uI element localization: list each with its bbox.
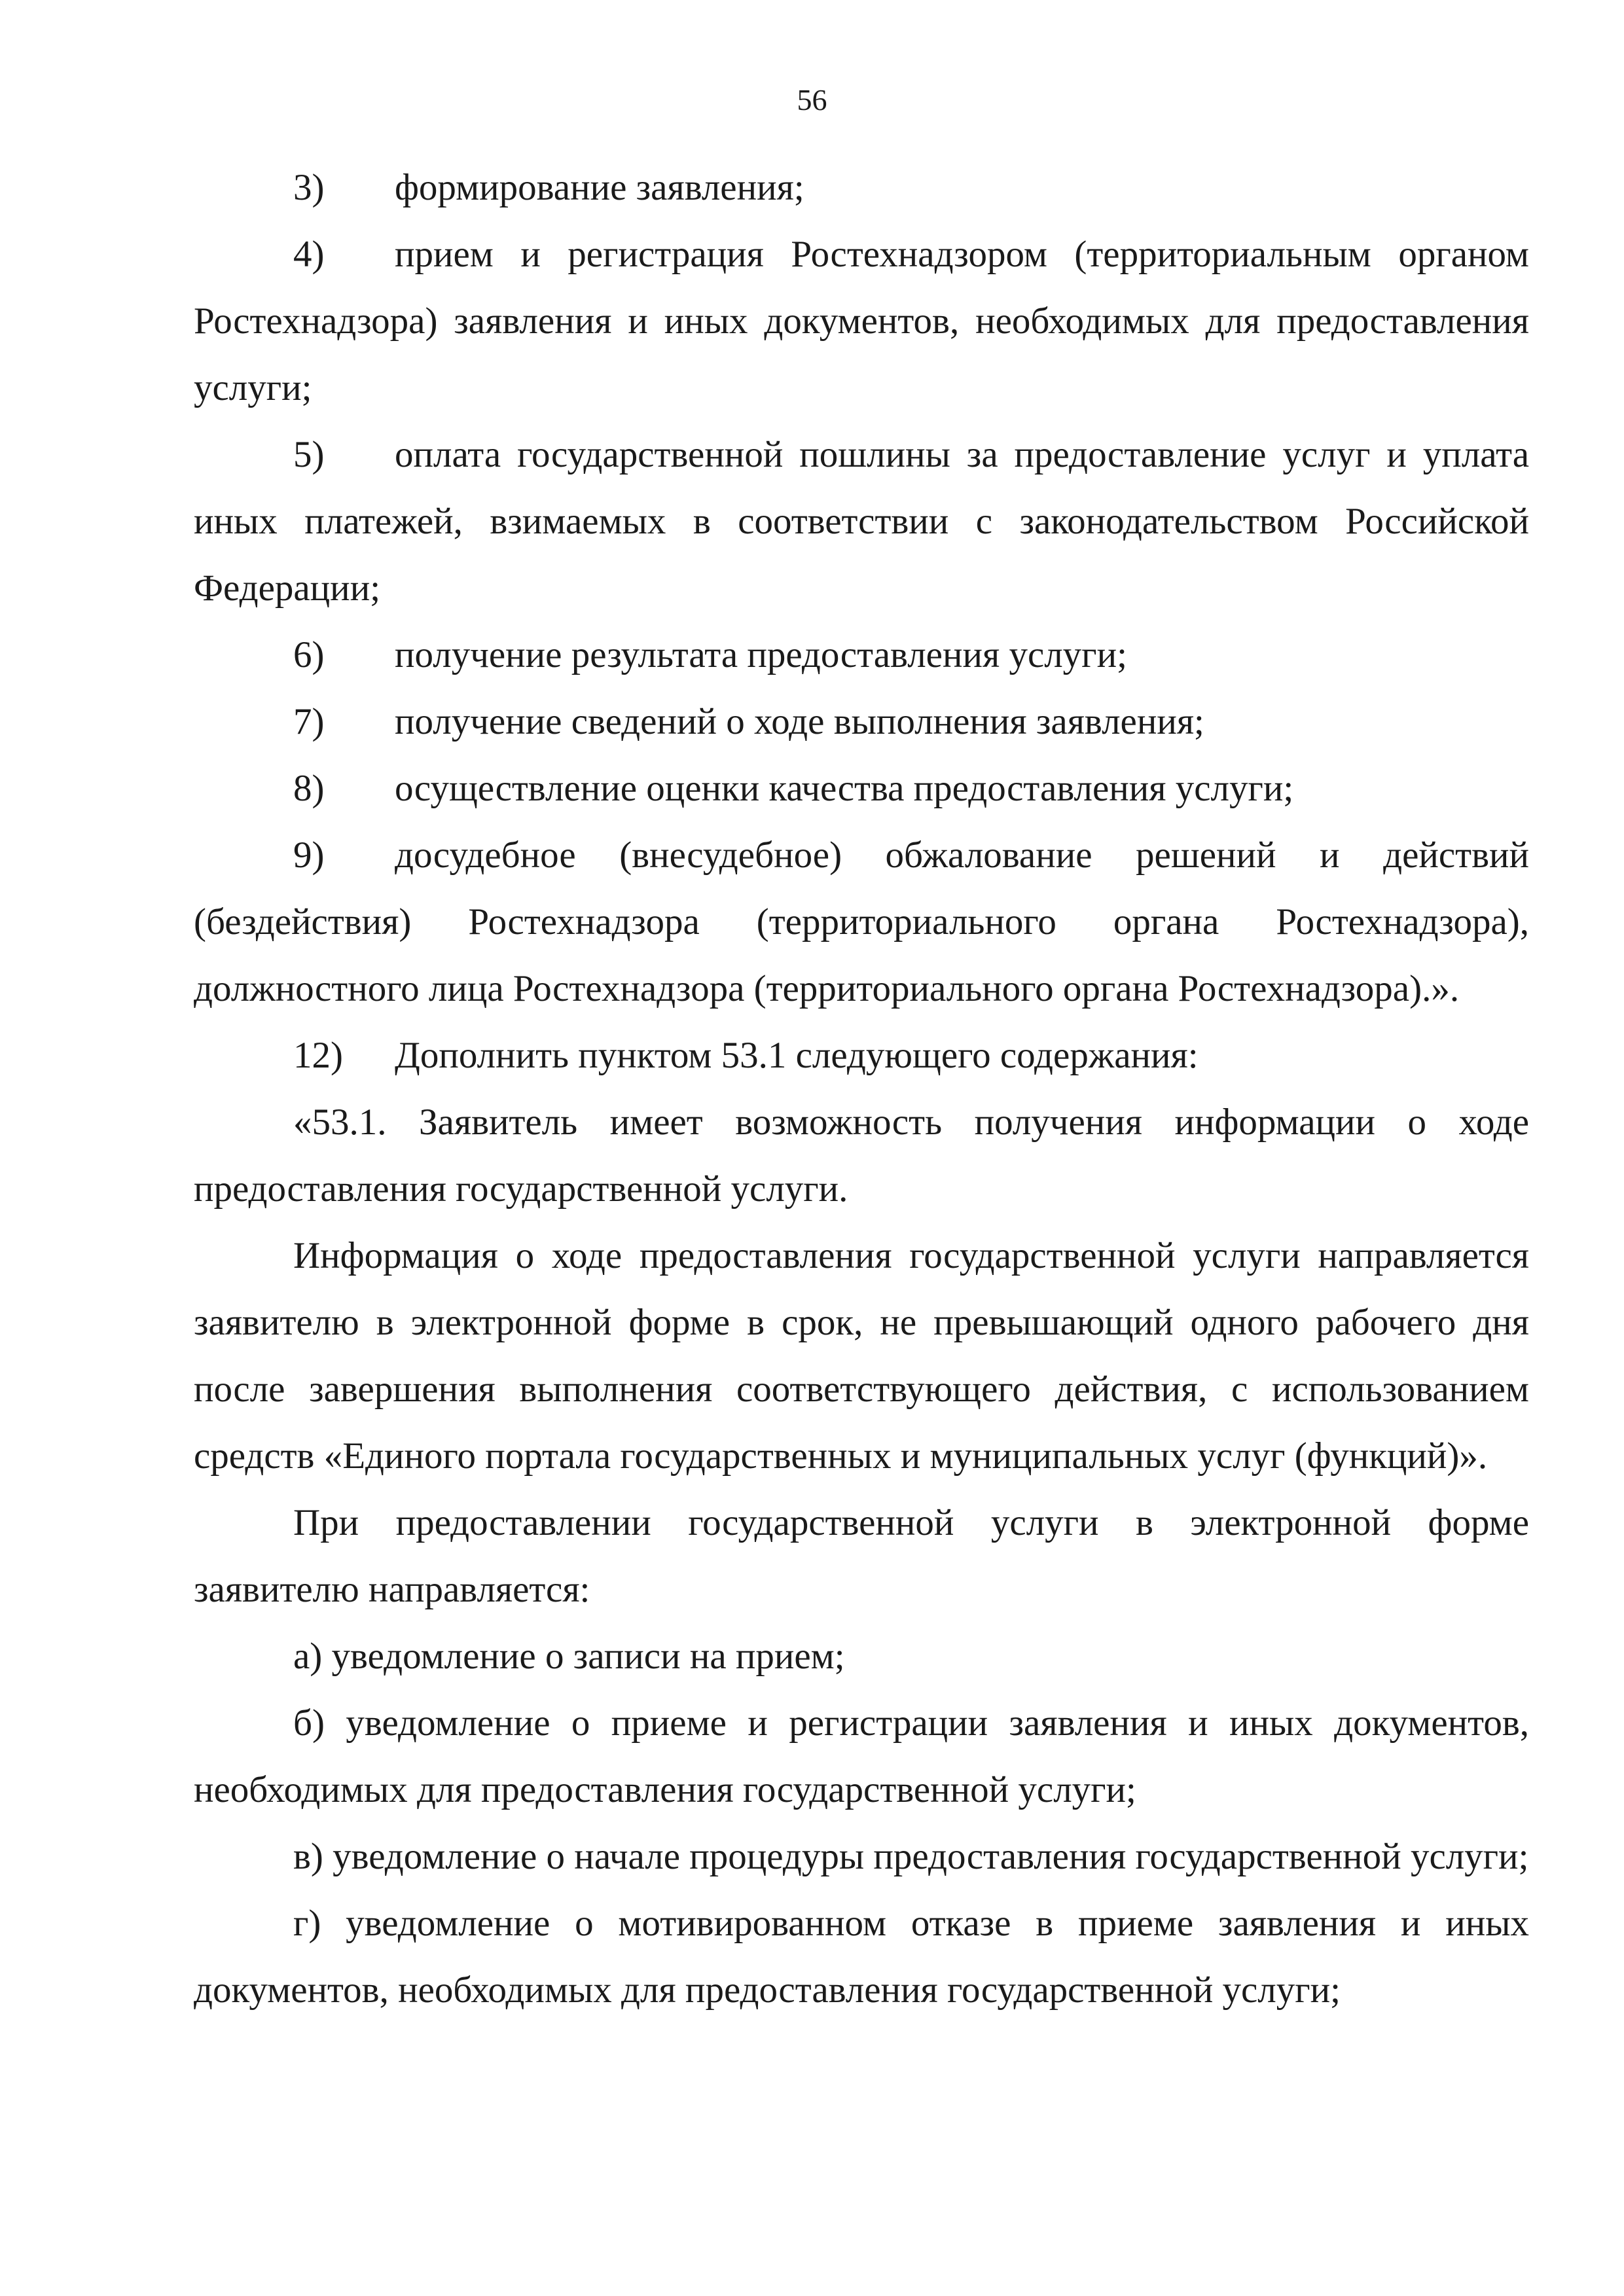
- page-number: 56: [797, 83, 827, 117]
- list-item-number: 12): [293, 1035, 343, 1076]
- list-item: [194, 755, 1529, 822]
- list-item: [194, 154, 1529, 221]
- paragraph-notifications-intro: При предоставлении государственной услуги в электронной форме заявителю направляется:: [194, 1502, 1529, 1610]
- list-item: [194, 422, 1529, 622]
- list-item: [194, 1022, 1529, 1089]
- paragraph-info: Информация о ходе предоставления государственной услуги направляется заявителю в электронной форме в срок, не превышающий одного рабочего дня после завершения выполнения соответствующего действия, с использованием средств «Единого портала государственных и муниципальных услуг (функций)».: [194, 1235, 1529, 1477]
- list-item-number: 5): [293, 434, 325, 475]
- list-item-text: формирование заявления;: [395, 167, 804, 208]
- notification-item-g: г) уведомление о мотивированном отказе в приеме заявления и иных документов, необходимых для предоставления государственной услуги;: [194, 1903, 1529, 2011]
- list-item-text: прием и регистрация Ростехнадзором (территориальным органом Ростехнадзора) заявления и иных документов, необходимых для предоставления услуги;: [194, 234, 1529, 408]
- notification-item-a: а) уведомление о записи на прием;: [293, 1636, 845, 1677]
- notification-item-b: б) уведомление о приеме и регистрации заявления и иных документов, необходимых для предоставления государственной услуги;: [194, 1702, 1529, 1810]
- list-item-number: 6): [293, 634, 325, 675]
- list-item-text: получение сведений о ходе выполнения заявления;: [395, 701, 1204, 742]
- list-item-text: получение результата предоставления услуги;: [395, 634, 1127, 675]
- list-item-text: Дополнить пунктом 53.1 следующего содержания:: [395, 1035, 1199, 1076]
- list-item: [194, 822, 1529, 1022]
- list-item-number: 3): [293, 167, 325, 208]
- paragraph-53-1: «53.1. Заявитель имеет возможность получения информации о ходе предоставления государственной услуги.: [194, 1102, 1529, 1210]
- notification-item-v: в) уведомление о начале процедуры предоставления государственной услуги;: [293, 1836, 1529, 1877]
- document-body: [194, 154, 1529, 2024]
- list-item-number: 9): [293, 834, 325, 876]
- list-item-number: 8): [293, 768, 325, 809]
- list-item: [194, 221, 1529, 422]
- list-item-number: 7): [293, 701, 325, 742]
- list-item: [194, 622, 1529, 689]
- list-item-number: 4): [293, 234, 325, 275]
- list-item-text: досудебное (внесудебное) обжалование решений и действий (бездействия) Ростехнадзора (территориального органа Ростехнадзора), должностного лица Ростехнадзора (территориального органа Ростехнадзора).».: [194, 834, 1529, 1009]
- list-item-text: оплата государственной пошлины за предоставление услуг и уплата иных платежей, взимаемых в соответствии с законодательством Российской Федерации;: [194, 434, 1529, 609]
- list-item-text: осуществление оценки качества предоставления услуги;: [395, 768, 1294, 809]
- list-item: [194, 689, 1529, 755]
